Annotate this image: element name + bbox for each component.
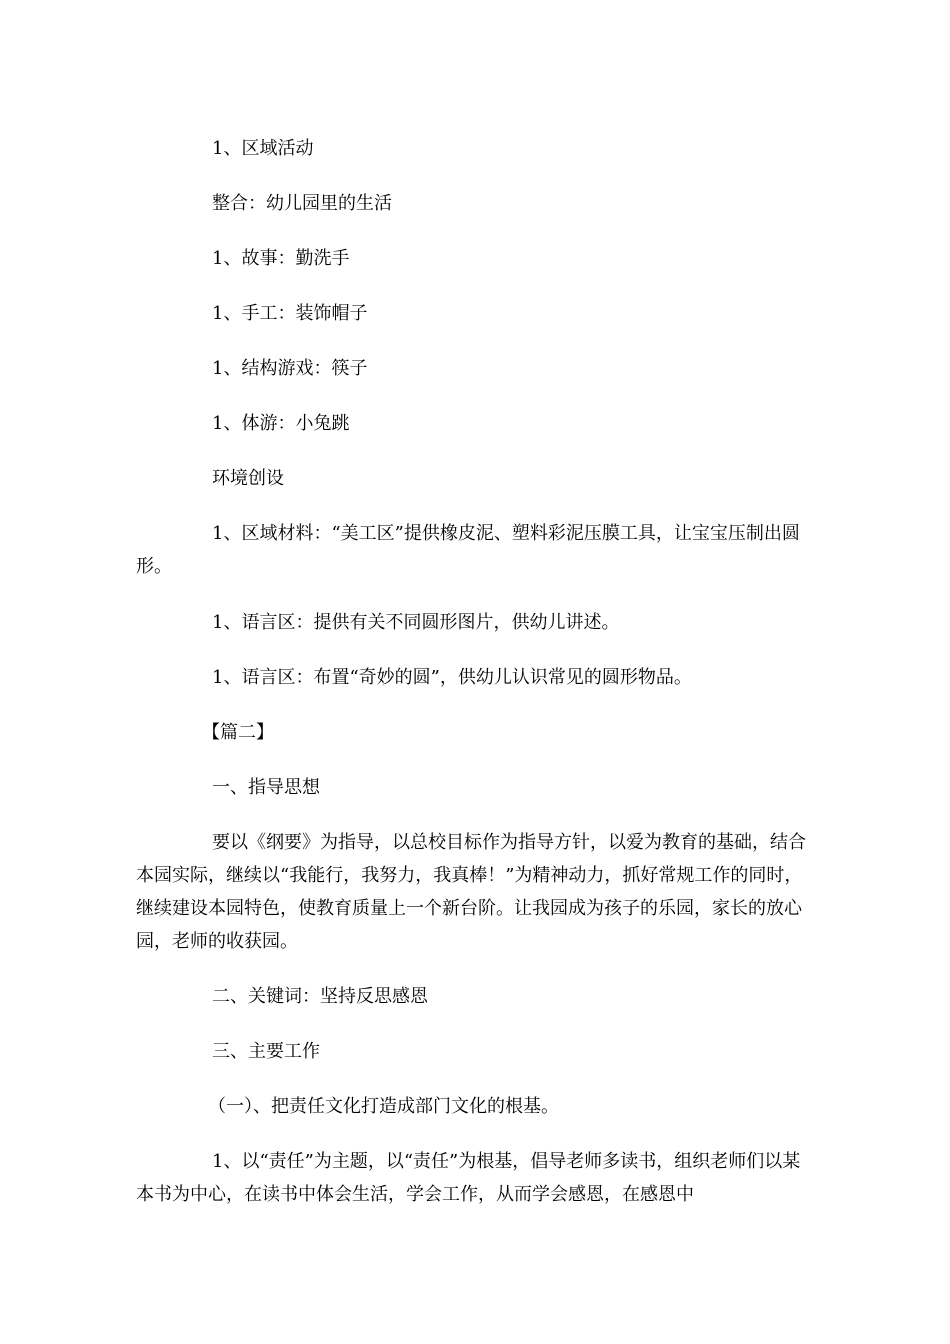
heading-keywords: 二、关键词：坚持反思感恩 — [212, 986, 428, 1007]
subheading-responsibility-culture: （一）、把责任文化打造成部门文化的根基。 — [208, 1096, 559, 1117]
paragraph-integration: 整合：幼儿园里的生活 — [212, 193, 392, 214]
paragraph-environment: 环境创设 — [212, 468, 284, 489]
paragraph-language-area-2: 1、语言区：布置“奇妙的圆”，供幼儿认识常见的圆形物品。 — [212, 667, 692, 688]
paragraph-language-area-1: 1、语言区：提供有关不同圆形图片，供幼儿讲述。 — [212, 612, 620, 633]
paragraph-structure-game: 1、结构游戏：筷子 — [212, 358, 368, 379]
paragraph-sports-game: 1、体游：小兔跳 — [212, 413, 350, 434]
paragraph-region-materials: 1、区域材料：“美工区”提供橡皮泥、塑料彩泥压膜工具，让宝宝压制出圆形。 — [136, 523, 800, 577]
paragraph-story: 1、故事：勤洗手 — [212, 248, 350, 269]
heading-main-work: 三、主要工作 — [212, 1041, 320, 1062]
paragraph-region-activity: 1、区域活动 — [212, 138, 314, 159]
heading-guiding-ideology: 一、指导思想 — [212, 777, 320, 798]
paragraph-guiding-ideology-body: 要以《纲要》为指导，以总校目标作为指导方针，以爱为教育的基础，结合本园实际，继续以“我能行，我努力，我真棒！”为精神动力，抓好常规工作的同时，继续建设本园特色，使教育质量上一个新台阶。让我园成为孩子的乐园，家长的放心园，老师的收获园。 — [136, 832, 806, 952]
paragraph-responsibility-theme: 1、以“责任”为主题，以“责任”为根基，倡导老师多读书，组织老师们以某本书为中心，在读书中体会生活，学会工作，从而学会感恩，在感恩中 — [136, 1151, 801, 1205]
section-heading-part-two: 【篇二】 — [202, 722, 274, 743]
paragraph-handcraft: 1、手工：装饰帽子 — [212, 303, 368, 324]
